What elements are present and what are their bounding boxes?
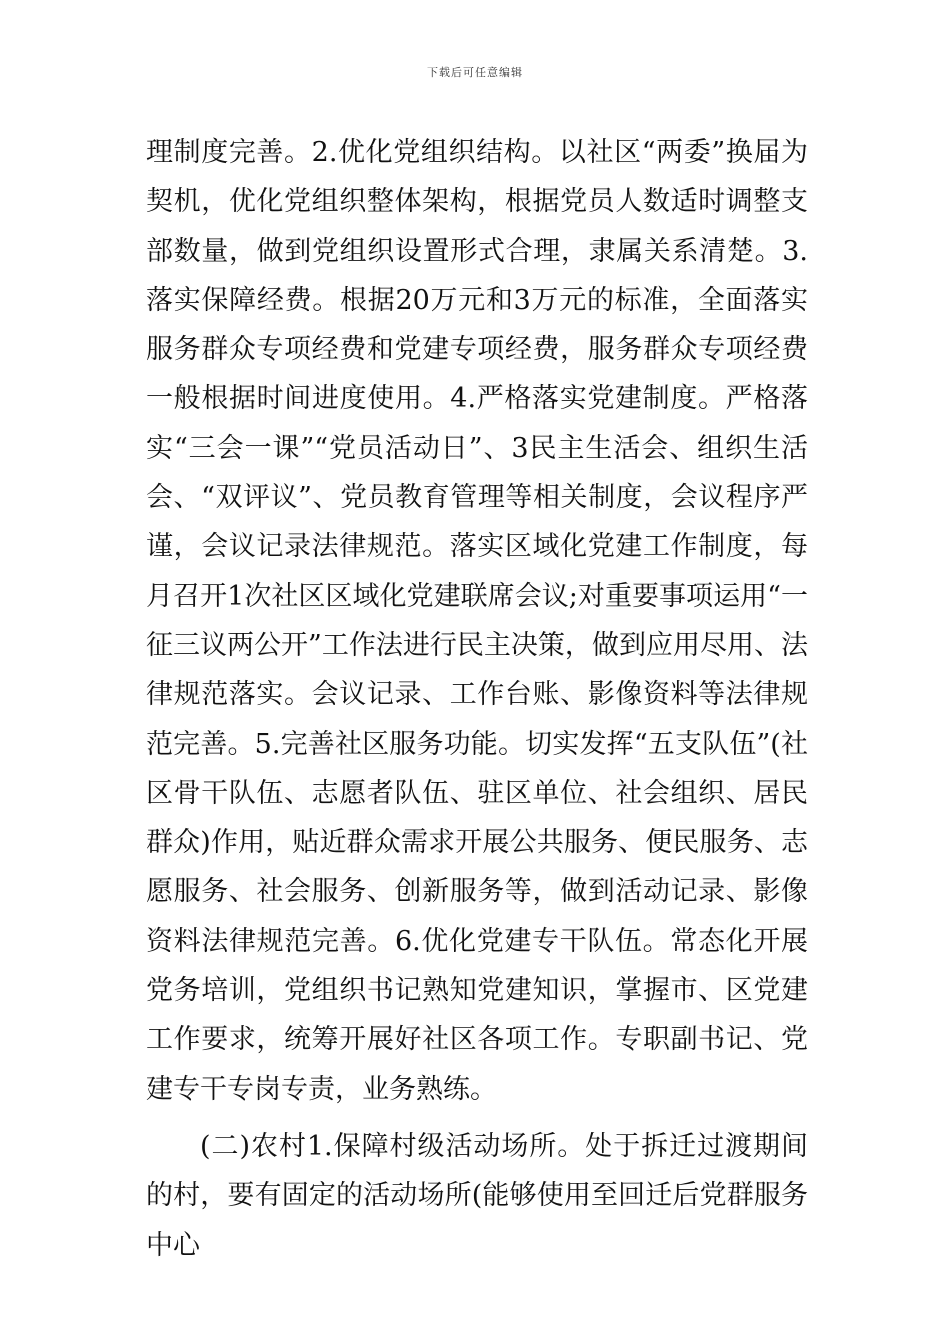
page-header: 下载后可任意编辑: [427, 66, 523, 79]
body-paragraph-2: (二)农村1.保障村级活动场所。处于拆迁过渡期间的村，要有固定的活动场所(能够使用至回迁后党群服务中心: [146, 1131, 808, 1261]
body-paragraph-1: 理制度完善。2.优化党组织结构。以社区“两委”换届为契机，优化党组织整体架构，根据党员人数适时调整支部数量，做到党组织设置形式合理，隶属关系清楚。3.落实保障经费。根据20万元和3万元的标准，全面落实服务群众专项经费和党建专项经费，服务群众专项经费一般根据时间进度使用。4.严格落实党建制度。严格落实“三会一课”“党员活动日”、3民主生活会、组织生活会、“双评议”、党员教育管理等相关制度，会议程序严谨，会议记录法律规范。落实区域化党建工作制度，每月召开1次社区区域化党建联席会议;对重要事项运用“一征三议两公开”工作法进行民主决策，做到应用尽用、法律规范落实。会议记录、工作台账、影像资料等法律规范完善。5.完善社区服务功能。切实发挥“五支队伍”(社区骨干队伍、志愿者队伍、驻区单位、社会组织、居民群众)作用，贴近群众需求开展公共服务、便民服务、志愿服务、社会服务、创新服务等，做到活动记录、影像资料法律规范完善。6.优化党建专干队伍。常态化开展党务培训，党组织书记熟知党建知识，掌握市、区党建工作要求，统筹开展好社区各项工作。专职副书记、党建专干专岗专责，业务熟练。: [146, 137, 808, 1105]
